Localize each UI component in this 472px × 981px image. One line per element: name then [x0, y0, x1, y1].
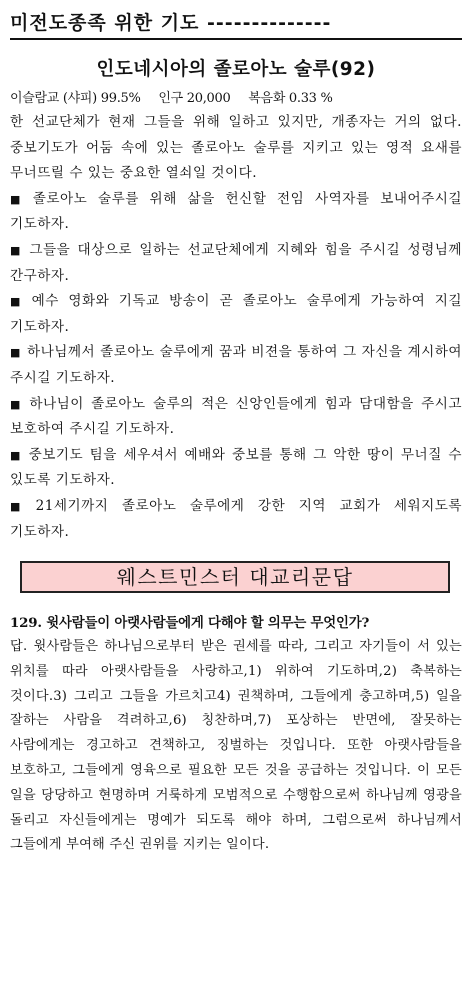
prayer-item-text: 21세기까지 졸로아노 술루에게 강한 지역 교회가 세워지도록 기도하자. [10, 497, 462, 540]
square-bullet-icon: ■ [10, 243, 24, 257]
evangelized-stat: 복음화 0.33 % [248, 91, 333, 106]
square-bullet-icon: ■ [10, 448, 23, 462]
people-stats [10, 88, 462, 110]
bulletin-page [10, 8, 462, 858]
prayer-list [10, 187, 462, 545]
prayer-item [10, 289, 462, 340]
catechism-answer: 답. 윗사람들은 하나님으로부터 받은 권세를 따라, 그리고 자기들이 서 있는 위치를 따라 아랫사람들을 사랑하고,1) 위하여 기도하며,2) 축복하는 것이다.3) 그리고 그들을 가르치고4) 권책하며, 그들에게 충고하며,5) 일을 잘하는 사람을 격려하고,6) 칭찬하며,7) 포상하는 반면에, 잘못하는 사람에게는 경고하고 견책하고, 징벌하는 것입니다. 또한 아랫사람들을 보호하고, 그들에게 영육으로 필요한 모든 것을 공급하는 것입니다. 이 모든 일을 당당하고 현명하며 거룩하게 모범적으로 수행함으로써 하나님께 영광을 돌리고 자신들에게는 명예가 되도록 해야 하며, 그럼으로써 하나님께서 그들에게 부여해 주신 권위를 지키는 일이다. [10, 639, 462, 853]
prayer-item-text: 하나님이 졸로아노 술루의 적은 신앙인들에게 힘과 담대함을 주시고 보호하여 주시길 기도하자. [10, 395, 462, 438]
prayer-item-text: 그들을 대상으로 일하는 선교단체에게 지혜와 힘을 주시길 성령님께 간구하자. [10, 241, 462, 284]
prayer-item-text: 하나님께서 졸로아노 술루에게 꿈과 비젼을 통하여 그 자신을 계시하여 주시길 기도하자. [10, 344, 462, 386]
prayer-item-text: 중보기도 팀을 세우셔서 예배와 중보를 통해 그 악한 땅이 무너질 수 있도록 기도하자. [10, 446, 462, 489]
prayer-item [10, 494, 462, 545]
prayer-item [10, 238, 462, 289]
square-bullet-icon: ■ [10, 499, 30, 513]
prayer-item [10, 187, 462, 238]
prayer-title: 인도네시아의 졸로아노 술루(92) [96, 59, 376, 80]
catechism-banner: 웨스트민스터 대교리문답 [20, 561, 450, 593]
prayer-item [10, 340, 462, 391]
square-bullet-icon: ■ [10, 397, 24, 411]
square-bullet-icon: ■ [10, 192, 27, 206]
square-bullet-icon: ■ [10, 346, 22, 360]
prayer-item-text: 졸로아노 술루를 위해 삶을 헌신할 전임 사역자를 보내어주시길 기도하자. [10, 190, 462, 233]
prayer-item [10, 443, 462, 494]
square-bullet-icon: ■ [10, 295, 26, 309]
prayer-item-text: 예수 영화와 기독교 방송이 곧 졸로아노 술루에게 가능하여 지길 기도하자. [10, 293, 462, 335]
religion-stat: 이슬람교 (샤피) 99.5% [10, 91, 141, 106]
population-stat: 인구 20,000 [158, 91, 231, 106]
prayer-item [10, 392, 462, 443]
section-header: 미전도종족 위한 기도 -------------- [10, 8, 462, 40]
catechism-question: 129. 윗사람들이 아랫사람들에게 다해야 할 의무는 무엇인가? [10, 615, 370, 632]
prayer-intro: 한 선교단체가 현재 그들을 위해 일하고 있지만, 개종자는 거의 없다. 중보기도가 어둠 속에 있는 졸로아노 술루를 지키고 있는 영적 요새를 무너뜨릴 수 있는 중요한 열쇠일 것이다. [10, 114, 462, 182]
